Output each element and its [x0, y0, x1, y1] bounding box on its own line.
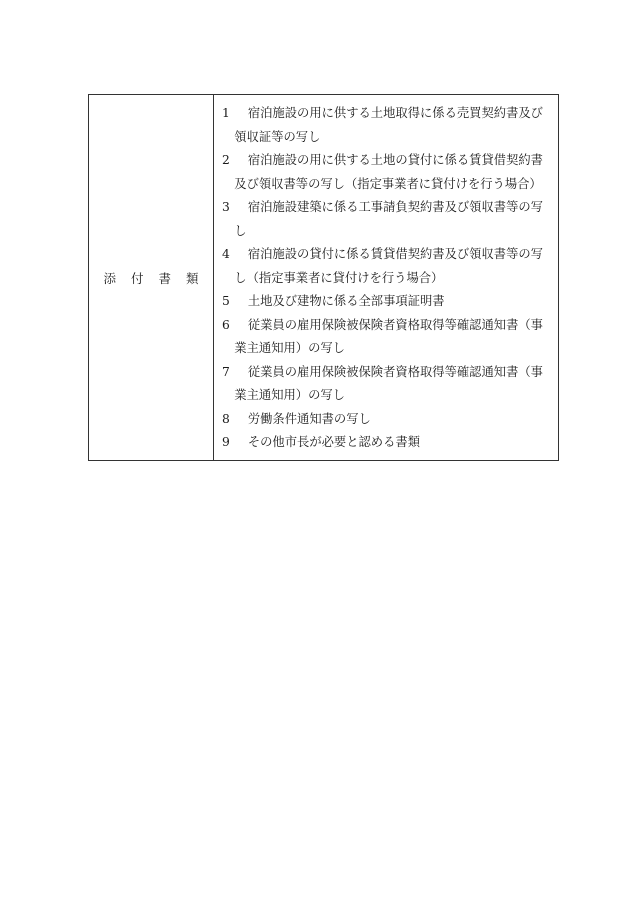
item-text: 土地及び建物に係る全部事項証明書	[247, 294, 445, 309]
item-text: その他市長が必要と認める書類	[247, 435, 420, 450]
item-number: 8	[222, 411, 230, 426]
item-text: 従業員の雇用保険被保険者資格取得等確認通知書（事業主通知用）の写し	[234, 317, 543, 356]
item-number: 6	[222, 317, 230, 332]
item-text: 宿泊施設の用に供する土地取得に係る売買契約書及び領収証等の写し	[234, 106, 543, 144]
item-number: 5	[222, 294, 230, 309]
attachment-list	[214, 100, 558, 455]
items-cell	[214, 95, 559, 461]
item-text: 宿泊施設の用に供する土地の貸付に係る賃貸借契約書及び領収書等の写し（指定事業者に貸付けを行う場合）	[234, 153, 543, 191]
item-number: 2	[222, 153, 230, 168]
item-text: 宿泊施設建築に係る工事請負契約書及び領収書等の写し	[234, 200, 543, 238]
item-text: 宿泊施設の貸付に係る賃貸借契約書及び領収書等の写し（指定事業者に貸付けを行う場合）	[234, 247, 543, 285]
label-cell	[89, 95, 214, 461]
list-item	[222, 243, 554, 290]
list-item	[222, 314, 554, 361]
item-number: 7	[222, 364, 230, 379]
attachments-table	[88, 94, 559, 461]
attachments-label: 添付書類	[103, 271, 214, 286]
list-item	[222, 102, 554, 149]
item-number: 3	[222, 200, 230, 215]
list-item	[222, 431, 554, 455]
list-item	[222, 361, 554, 408]
item-number: 9	[222, 435, 230, 450]
list-item	[222, 290, 554, 314]
item-number: 1	[222, 106, 230, 121]
list-item	[222, 408, 554, 432]
item-text: 労働条件通知書の写し	[247, 411, 371, 426]
list-item	[222, 149, 554, 196]
item-number: 4	[222, 247, 230, 262]
item-text: 従業員の雇用保険被保険者資格取得等確認通知書（事業主通知用）の写し	[234, 364, 543, 403]
list-item	[222, 196, 554, 243]
table-row	[89, 95, 559, 461]
